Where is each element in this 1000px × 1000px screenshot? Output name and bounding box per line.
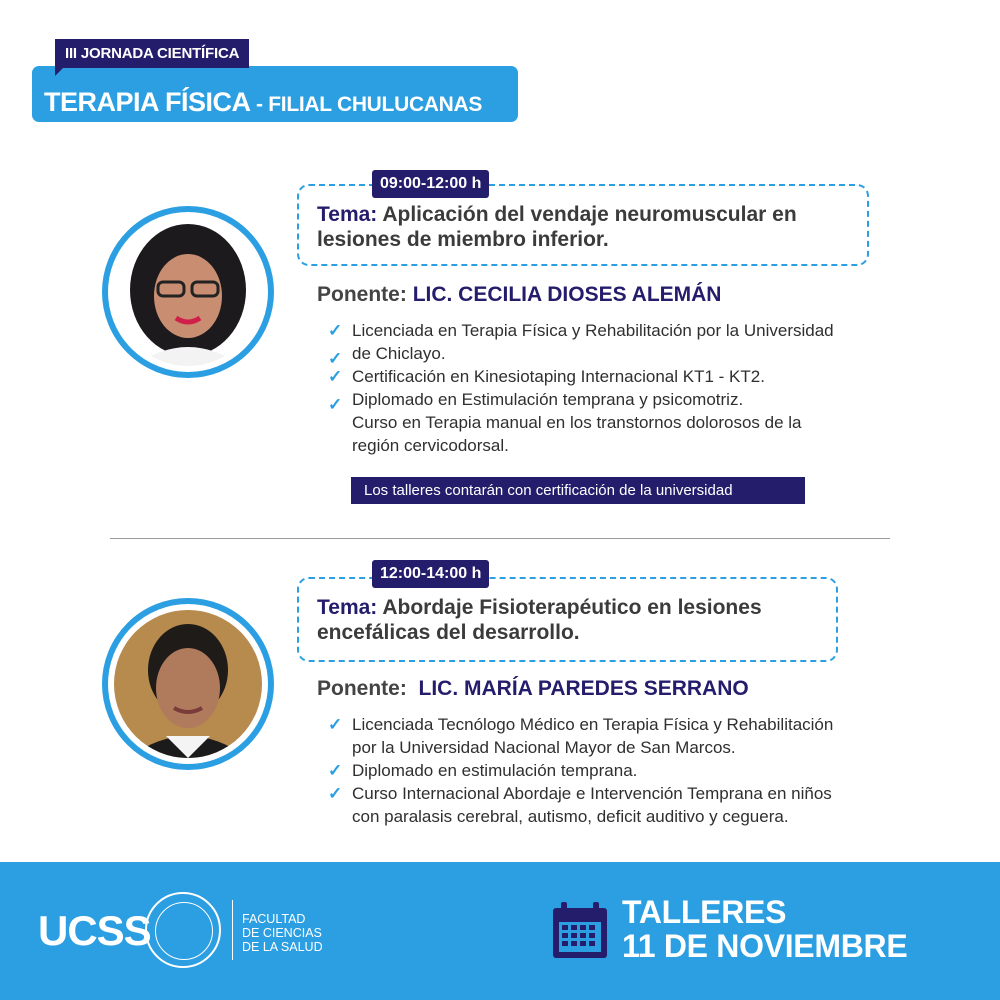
topic-label-2: Tema: bbox=[317, 596, 378, 619]
credential-item: región cervicodorsal. bbox=[352, 436, 509, 455]
certification-note: Los talleres contarán con certificación de la universidad bbox=[351, 477, 805, 504]
credential-item: ✓ Certificación en Kinesiotaping Internacional KT1 - KT2. bbox=[328, 365, 898, 388]
speaker-photo-1 bbox=[102, 206, 274, 378]
footer-separator bbox=[232, 900, 233, 960]
speaker-label-1: Ponente: bbox=[317, 283, 407, 306]
event-date bbox=[622, 895, 907, 963]
speaker-label-2: Ponente: bbox=[317, 677, 407, 700]
credential-item: Curso en Terapia manual en los transtornos dolorosos de la bbox=[352, 413, 802, 432]
event-title-main: TERAPIA FÍSICA bbox=[44, 87, 251, 117]
session-topic-box-2 bbox=[297, 577, 838, 662]
topic-label-1: Tema: bbox=[317, 203, 378, 226]
session-time-1: 09:00-12:00 h bbox=[372, 170, 489, 198]
speaker-name-2: LIC. MARÍA PAREDES SERRANO bbox=[418, 677, 749, 700]
topic-text-2: Abordaje Fisioterapéutico en lesiones encefálicas del desarrollo. bbox=[317, 596, 762, 644]
faculty-line: DE CIENCIAS bbox=[242, 926, 322, 940]
speaker-line-2 bbox=[317, 677, 749, 701]
credential-item: ✓ Diplomado en estimulación temprana. bbox=[328, 759, 908, 782]
speaker-credentials-1 bbox=[328, 319, 898, 457]
credential-item: ✓ Diplomado en Estimulación temprana y psicomotriz. bbox=[328, 388, 898, 411]
event-title bbox=[32, 66, 518, 122]
credential-item: ✓ Licenciada en Terapia Física y Rehabilitación por la Universidad bbox=[328, 319, 898, 342]
event-date-line1: TALLERES bbox=[622, 894, 787, 930]
credential-item: ✓ Curso Internacional Abordaje e Intervención Temprana en niños bbox=[328, 782, 908, 805]
event-title-sub: - FILIAL CHULUCANAS bbox=[250, 93, 483, 116]
speaker-credentials-2 bbox=[328, 713, 908, 828]
speaker-photo-2 bbox=[102, 598, 274, 770]
kicker-tail bbox=[55, 68, 63, 76]
speaker-portrait-1 bbox=[114, 218, 262, 366]
ucss-logo: UCSS bbox=[38, 907, 151, 954]
speaker-line-1 bbox=[317, 283, 721, 307]
speaker-portrait-2 bbox=[114, 610, 262, 758]
credential-item: por la Universidad Nacional Mayor de San Marcos. bbox=[352, 738, 736, 757]
topic-text-1: Aplicación del vendaje neuromuscular en lesiones de miembro inferior. bbox=[317, 203, 797, 251]
faculty-name bbox=[242, 912, 323, 954]
event-date-line2: 11 DE NOVIEMBRE bbox=[622, 928, 908, 964]
section-divider bbox=[110, 538, 890, 539]
event-kicker: III JORNADA CIENTÍFICA bbox=[55, 39, 249, 68]
credential-item: ✓ Licenciada Tecnólogo Médico en Terapia Física y Rehabilitación bbox=[328, 713, 908, 736]
credential-item: ✓ de Chiclayo. bbox=[328, 342, 898, 365]
session-time-2: 12:00-14:00 h bbox=[372, 560, 489, 588]
university-seal-icon bbox=[145, 892, 221, 968]
speaker-name-1: LIC. CECILIA DIOSES ALEMÁN bbox=[412, 283, 722, 306]
faculty-line: FACULTAD bbox=[242, 912, 306, 926]
calendar-icon bbox=[551, 902, 609, 960]
faculty-line: DE LA SALUD bbox=[242, 940, 323, 954]
credential-item: con paralasis cerebral, autismo, deficit auditivo y ceguera. bbox=[352, 807, 789, 826]
